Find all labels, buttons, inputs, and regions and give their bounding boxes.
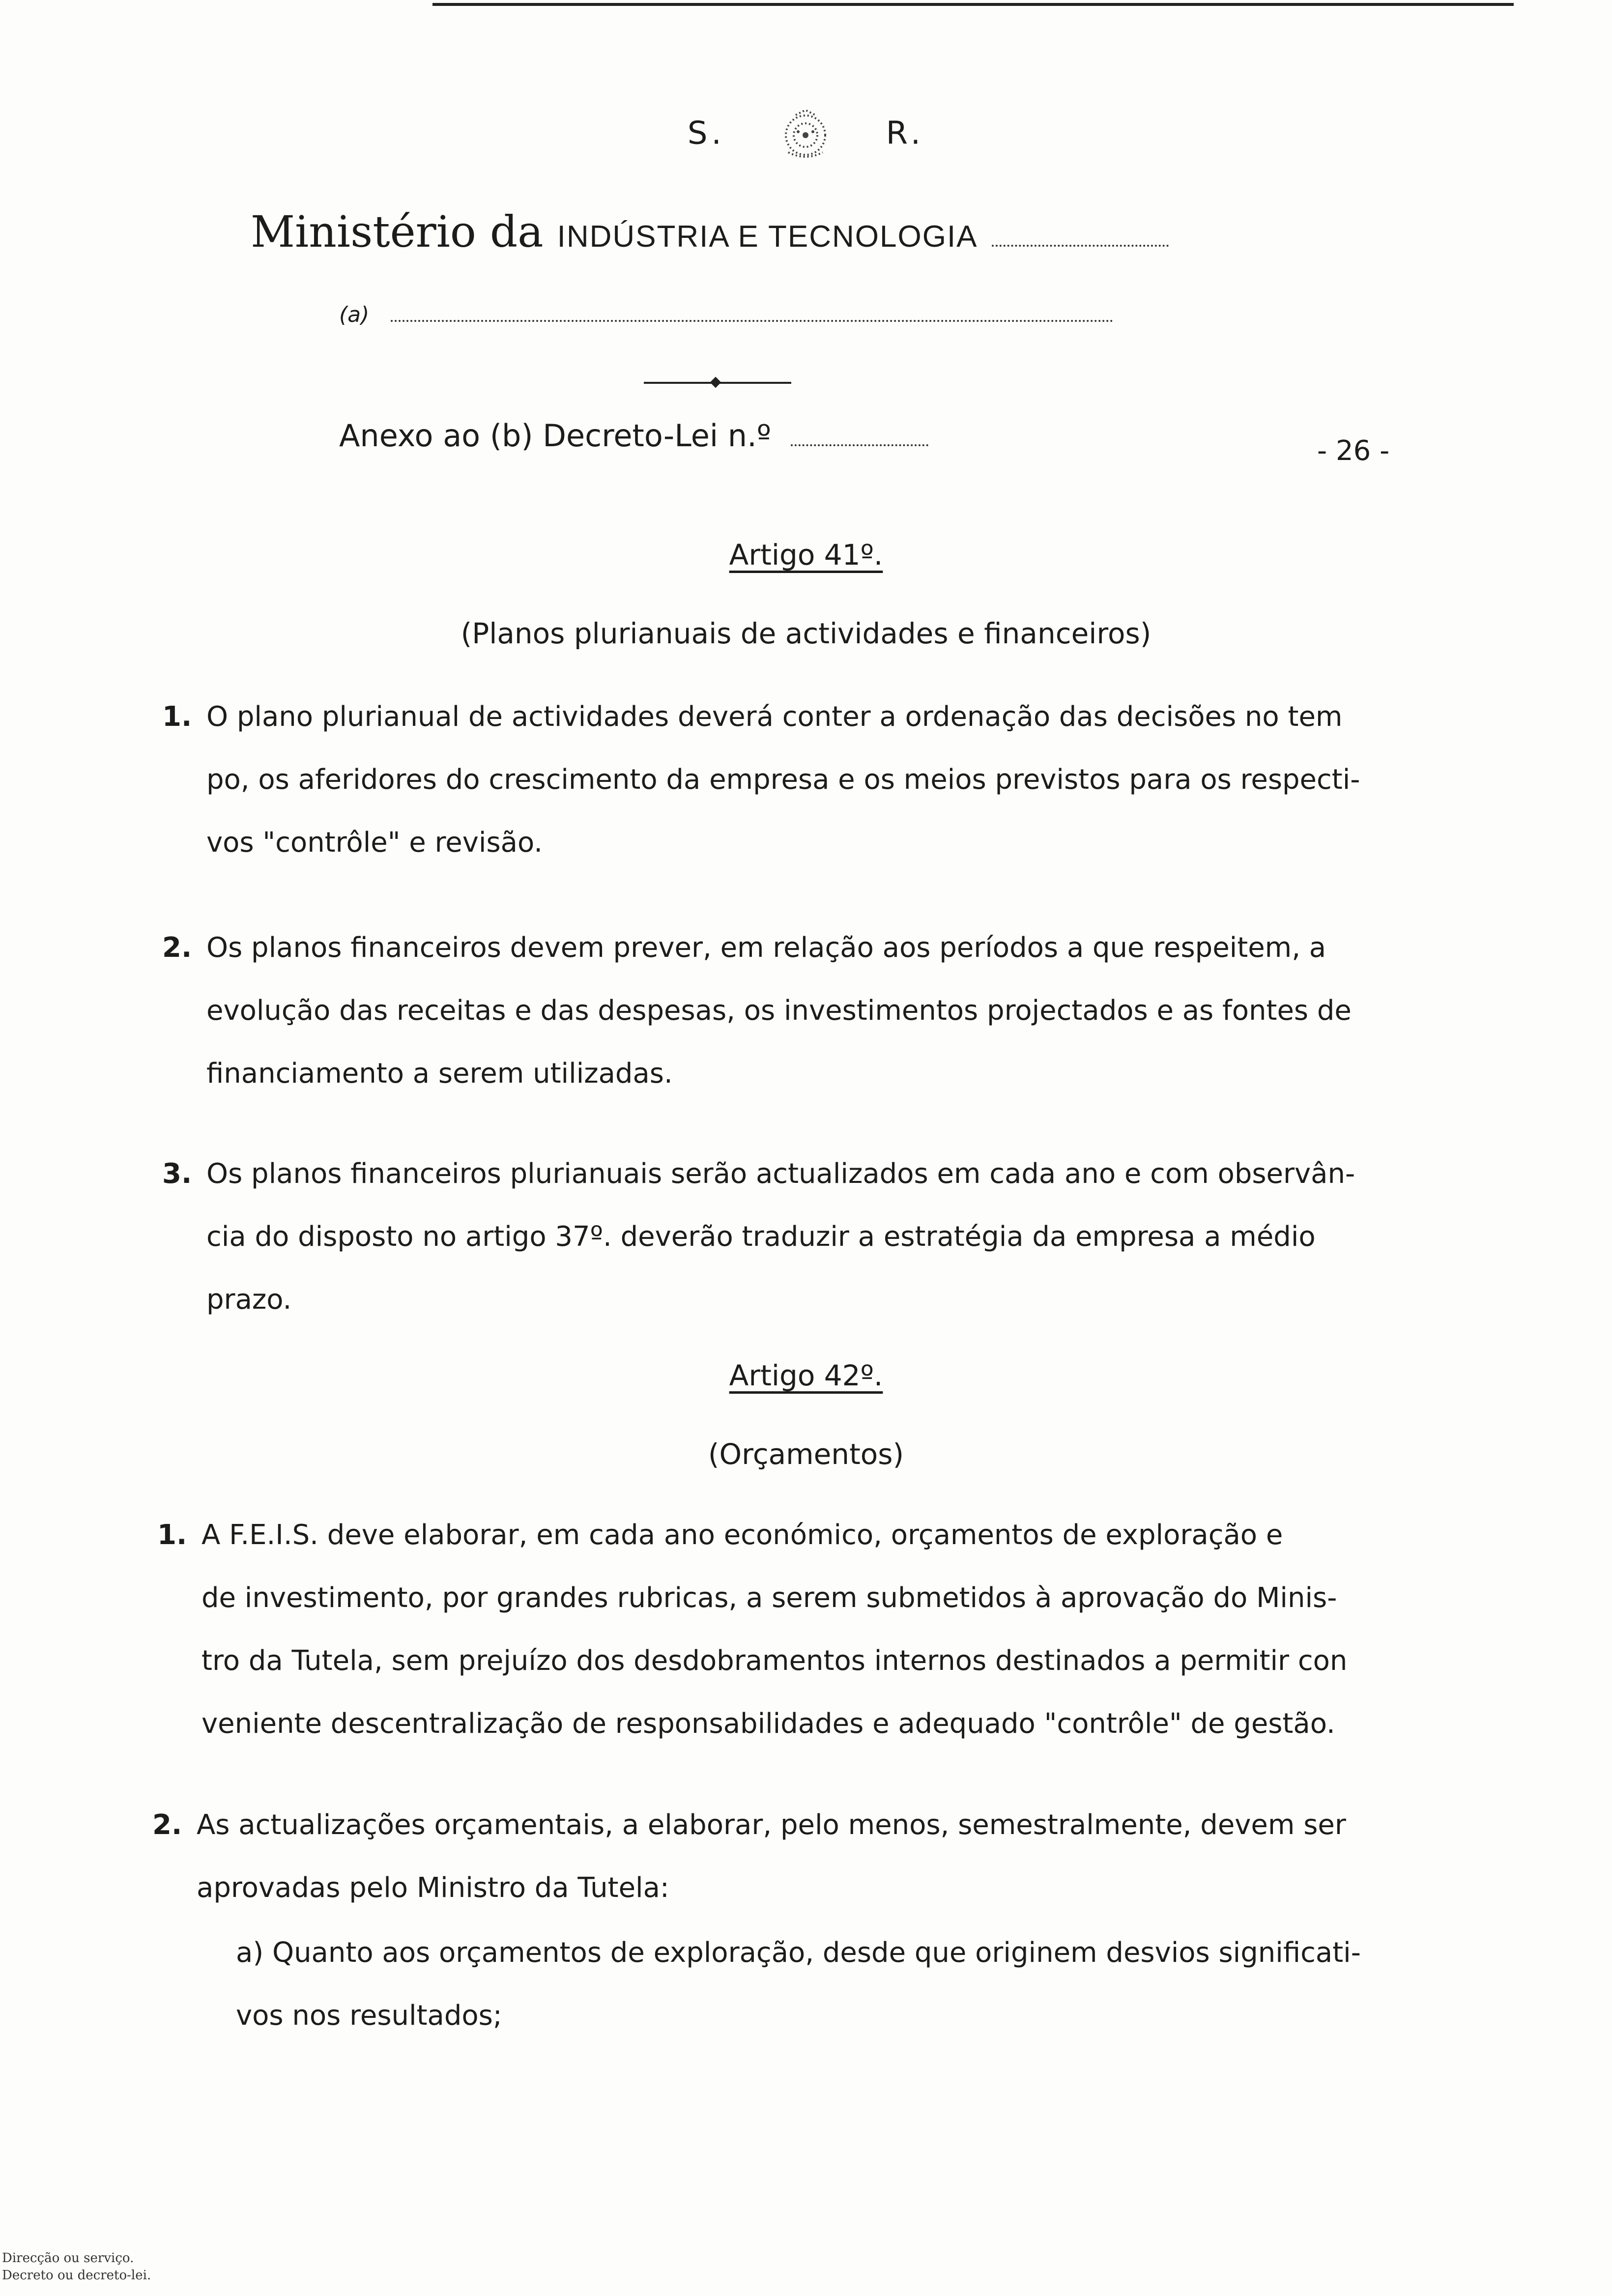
paragraph-number: 3. [162,1158,192,1190]
footer-note-2: Decreto ou decreto-lei. [2,2268,151,2283]
coat-of-arms-icon [769,108,842,162]
footer-note-1: Direcção ou serviço. [2,2251,134,2266]
annex-line [339,418,928,454]
article-41-paragraph-3 [162,1143,1410,1331]
article-42-title: Artigo 42º. [729,1359,883,1392]
ministry-fill-line [992,245,1169,247]
letterhead-left: S. [687,115,725,152]
paragraph-line: veniente descentralização de responsabilidades e adequado "contrôle" de gestão. [202,1708,1335,1740]
paragraph-number: 2. [152,1809,182,1841]
article-41-subtitle: (Planos plurianuais de actividades e financeiros) [461,617,1151,650]
paragraph-number: 2. [162,932,192,964]
letterhead [0,108,1612,162]
paragraph-number: 1. [162,701,192,733]
paragraph-number: 1. [157,1519,187,1551]
paragraph-line: prazo. [206,1284,292,1316]
subline-fill-line [391,320,1113,322]
article-41-title: Artigo 41º. [729,538,883,572]
paragraph-line: vos "contrôle" e revisão. [206,827,543,859]
ministry-name: INDÚSTRIA E TECNOLOGIA [557,220,978,254]
subline [339,302,1113,327]
paragraph-line: aprovadas pelo Ministro da Tutela: [197,1872,669,1904]
paragraph-line: tro da Tutela, sem prejuízo dos desdobramentos internos destinados a permitir con [202,1645,1348,1677]
paragraph-line: A F.E.I.S. deve elaborar, em cada ano económico, orçamentos de exploração e [202,1519,1283,1551]
paragraph-line: O plano plurianual de actividades deverá conter a ordenação das decisões no tem [206,701,1343,733]
ministry-line [251,206,1169,257]
divider-ornament [710,377,721,388]
article-42-subtitle: (Orçamentos) [708,1437,904,1471]
paragraph-line: As actualizações orçamentais, a elaborar, pelo menos, semestralmente, devem ser [197,1809,1346,1841]
paragraph-line: financiamento a serem utilizadas. [206,1058,673,1090]
letterhead-right: R. [886,115,925,152]
article-42-paragraph-1 [157,1504,1410,1755]
ministry-prefix: Ministério da [251,206,544,257]
paragraph-line: Quanto aos orçamentos de exploração, desde que originem desvios significati- [272,1937,1361,1969]
top-rule [432,3,1514,6]
paragraph-line: evolução das receitas e das despesas, os investimentos projectados e as fontes de [206,995,1352,1027]
article-41-paragraph-1 [162,686,1410,874]
paragraph-line: Os planos financeiros devem prever, em relação aos períodos a que respeitem, a [206,932,1326,964]
paragraph-line: po, os aferidores do crescimento da empresa e os meios previstos para os respecti- [206,764,1360,796]
article-42-paragraph-2 [152,1794,1410,1920]
annex-fill-line [791,444,928,446]
subline-label: (a) [339,302,370,327]
article-41-paragraph-2 [162,917,1410,1105]
article-42-item-a [236,1922,1410,2047]
paragraph-line: Os planos financeiros plurianuais serão actualizados em cada ano e com observân- [206,1158,1355,1190]
paragraph-line: cia do disposto no artigo 37º. deverão traduzir a estratégia da empresa a médio [206,1221,1316,1253]
page-number: - 26 - [1317,435,1390,467]
item-label: a) [236,1937,264,1969]
paragraph-line: vos nos resultados; [236,2000,502,2032]
paragraph-line: de investimento, por grandes rubricas, a serem submetidos à aprovação do Minis- [202,1582,1337,1614]
annex-label: Anexo ao (b) Decreto-Lei n.º [339,418,772,454]
